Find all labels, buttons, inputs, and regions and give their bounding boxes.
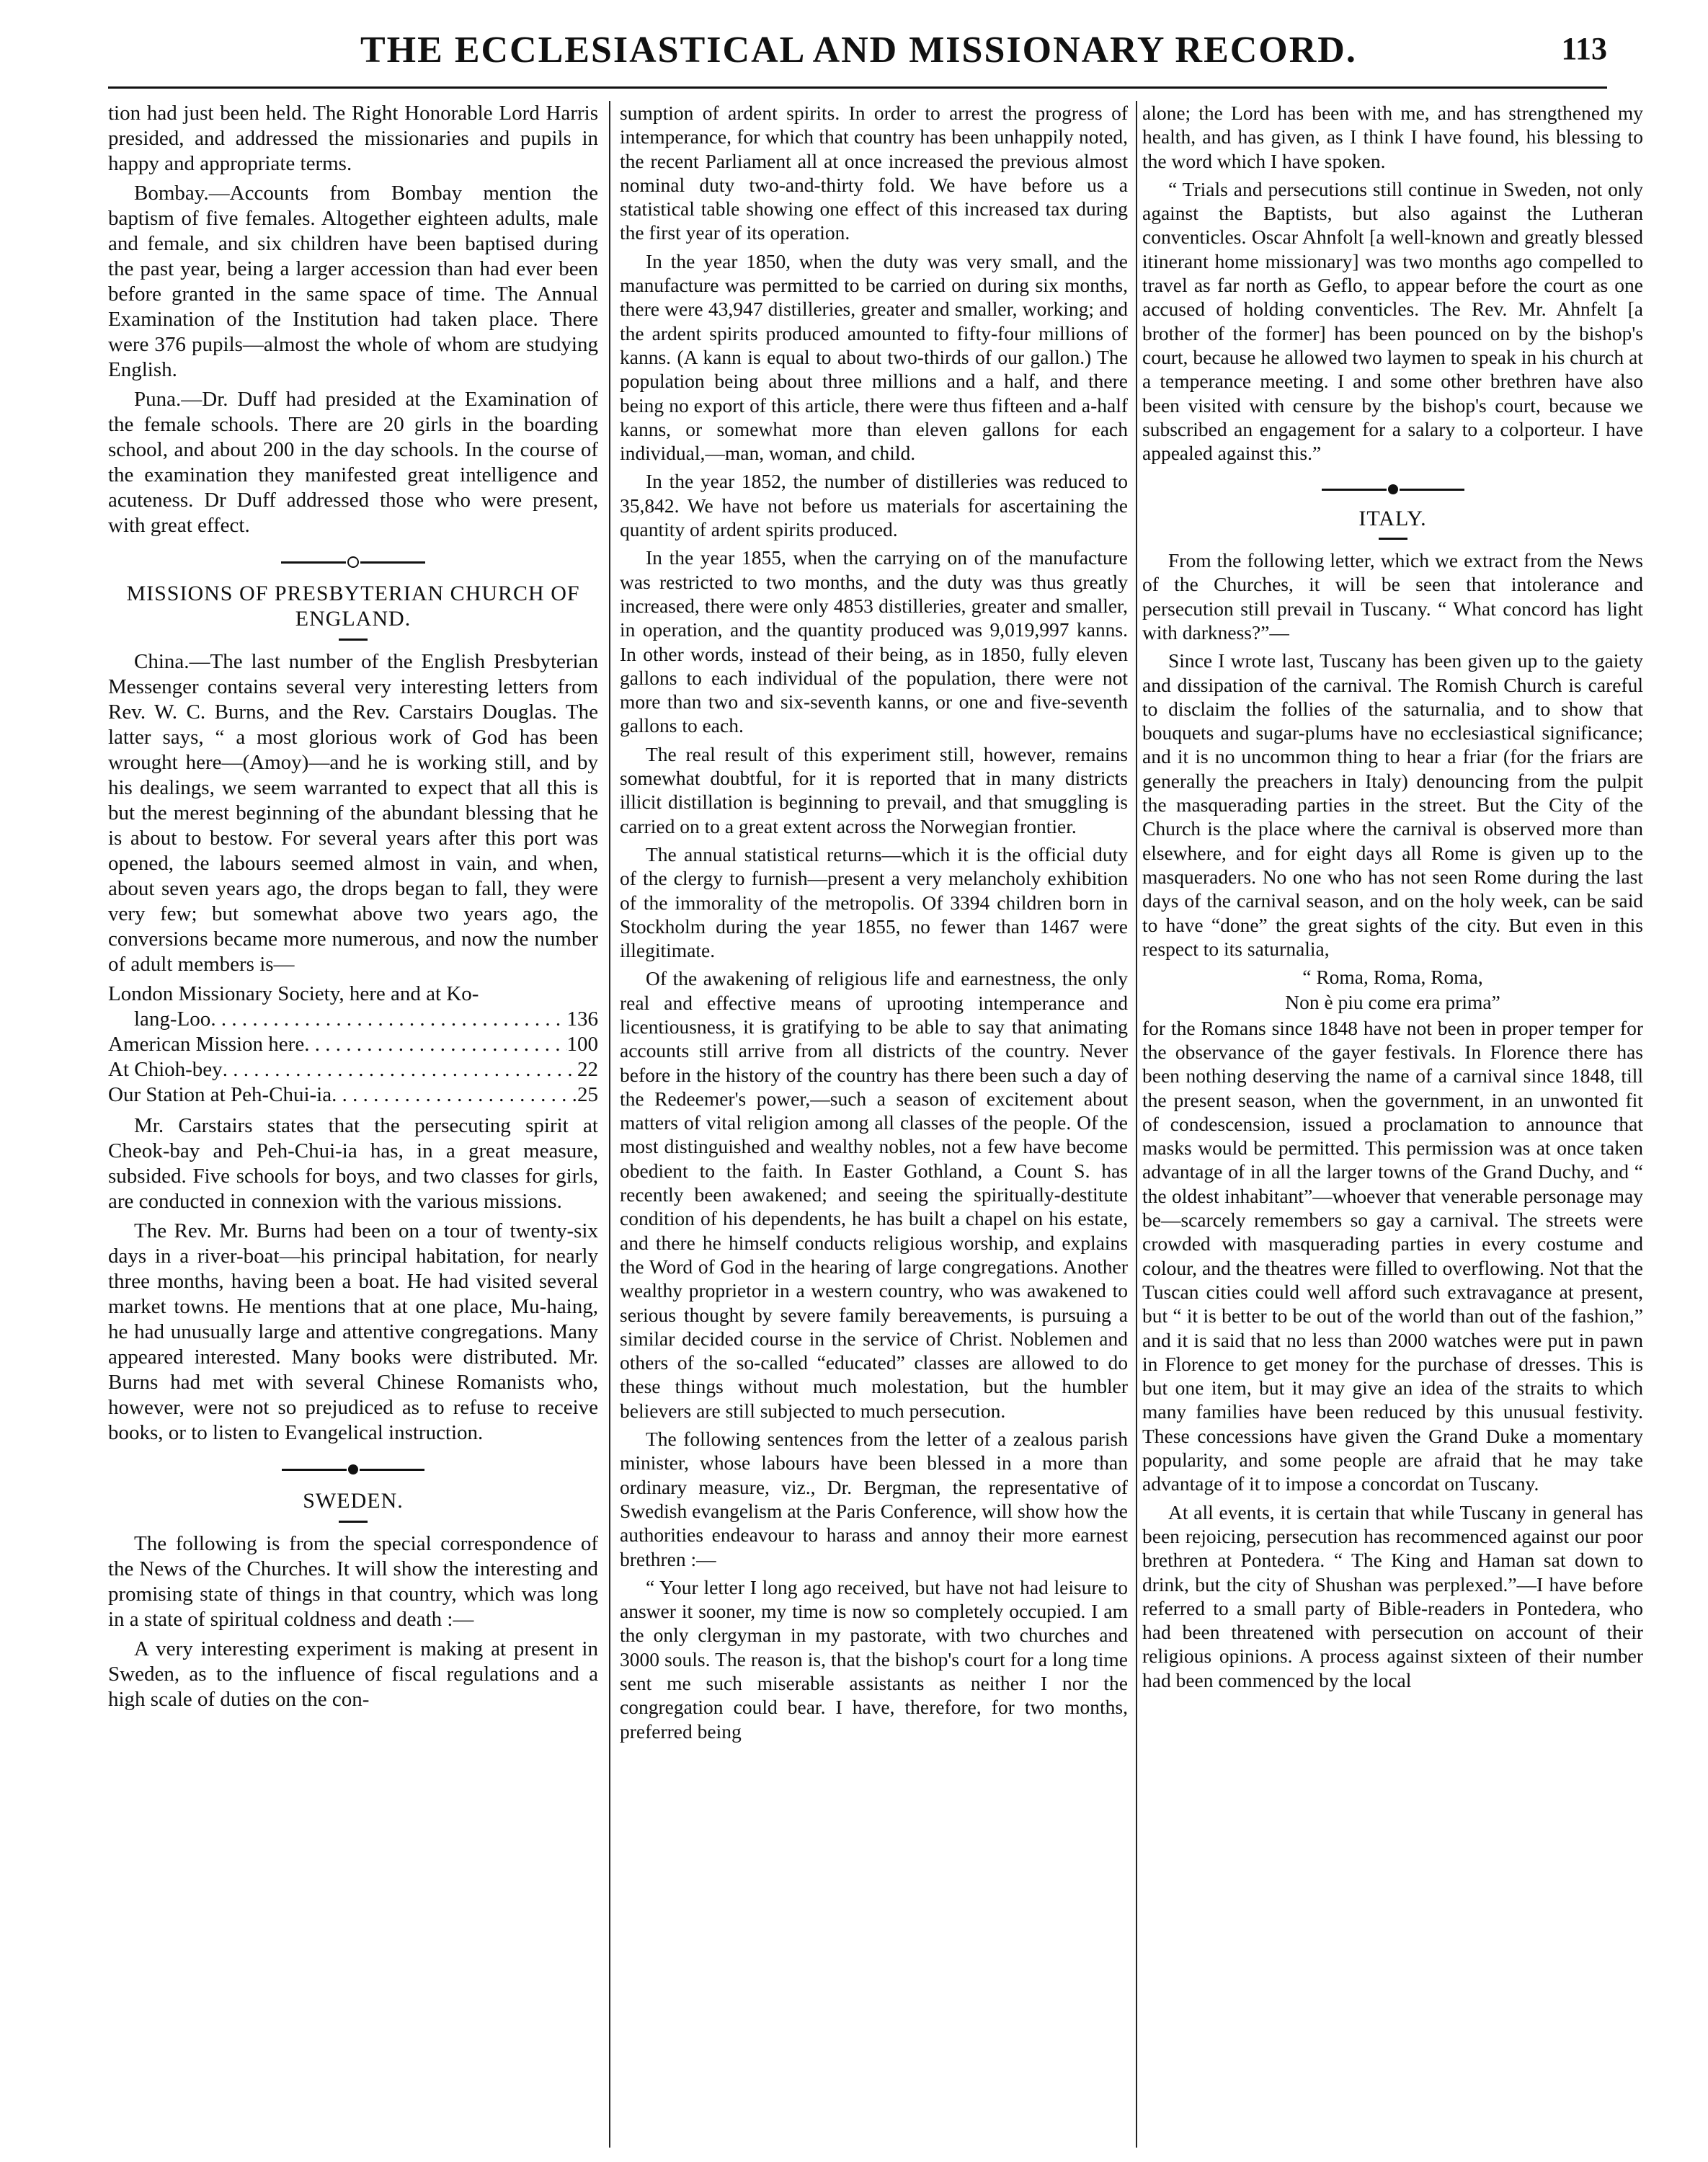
paragraph: sumption of ardent spirits. In order to arrest the progress of intemperance, for which that country has been unhappily noted, the recent Parliament all at once increased the previous almost nominal duty two-and-thirty fold. We have before us a statistical table showing one effect of this increased tax during the first year of its operation. bbox=[620, 102, 1128, 244]
verse-line: Non è piu come era prima” bbox=[1285, 991, 1500, 1014]
running-header bbox=[108, 29, 1607, 89]
column-rule bbox=[609, 101, 610, 2148]
heading-rule bbox=[1379, 538, 1407, 540]
stat-value: 25 bbox=[577, 1083, 598, 1106]
section-heading-italy: ITALY. bbox=[1358, 506, 1427, 530]
paragraph: A very interesting experiment is making at present in Sweden, as to the influence of fiscal regulations and a high scale of duties on the con- bbox=[108, 1637, 598, 1711]
paragraph: Mr. Carstairs states that the persecuting spirit at Cheok-bay and Peh-Chui-ia has, in a great measure, subsided. Five schools for boys, and two classes for girls, are conducted in connexion with the various missions. bbox=[108, 1114, 598, 1213]
heading-rule bbox=[339, 639, 368, 641]
paragraph-letter: “ Your letter I long ago received, but have not had leisure to answer it sooner, my time is now so completely occupied. I am the only clergyman in my pastorate, with two churches and 3000 souls. The reason is, that the bishop's court for a long time sent me such miserable assistants as neither I nor the congregation could bear. I have, therefore, for two months, preferred being bbox=[620, 1575, 1128, 1743]
stat-row bbox=[108, 982, 598, 1007]
column-rule bbox=[1136, 101, 1137, 2148]
heading-rule bbox=[339, 1521, 368, 1523]
page-number: 113 bbox=[1561, 31, 1607, 66]
paragraph-puna: Puna.—Dr. Duff had presided at the Examination of the female schools. There are 20 girls in the boarding school, and about 200 in the day schools. In the course of the examination they manifested great intelligence and acuteness. Dr Duff addressed those who were present, with great effect. bbox=[108, 388, 598, 537]
member-statistics bbox=[108, 982, 598, 1108]
verse-line: “ Roma, Roma, Roma, bbox=[1302, 966, 1483, 989]
paragraph: The Rev. Mr. Burns had been on a tour of twenty-six days in a river-boat—his principal habitation, for nearly three months, having been a boat. He had visited several market towns. He mentions that at one place, Mu-haing, he had unusually large and attentive congregations. Many appeared interested. Many books were distributed. Mr. Burns had met with several Chinese Romanists who, however, were not so prejudiced as to refuse to receive books, or to listen to Evangelical instruction. bbox=[108, 1219, 598, 1444]
stat-row bbox=[108, 1007, 598, 1032]
stat-label: At Chioh-bey bbox=[108, 1058, 223, 1081]
paragraph: In the year 1855, when the carrying on of the manufacture was restricted to two months, and the duty was thus greatly increased, there were only 4853 distilleries, greater and smaller, in operation, and the quantity produced was 9,019,997 kanns. In other words, instead of their being, as in 1850, fully eleven gallons to each individual of the population, there were not more than two and six-seventh kanns, or one and five-seventh gallons to each. bbox=[620, 546, 1128, 737]
stat-row bbox=[108, 1057, 598, 1082]
section-divider bbox=[108, 1456, 598, 1481]
paragraph-china: China.—The last number of the English Presbyterian Messenger contains several very interesting letters from Rev. W. C. Burns, and the Rev. Carstairs Douglas. The latter says, “ a most glorious work of God has been wrought here—(Amoy)—and he is working still, and by his dealings, we seem warranted to expect that all this is but the merest beginning of the abundant blessing that he is about to bestow. For several years after this port was opened, the labours seemed almost in vain, and when, about seven years ago, the drops began to fall, they were very few; but somewhat above two years ago, the conversions became more numerous, and now the number of adult members is— bbox=[108, 650, 598, 976]
paragraph: Since I wrote last, Tuscany has been given up to the gaiety and dissipation of the carnival. The Romish Church is careful to disclaim the follies of the saturnalia, and to show that bouquets and sugar-plums have no ecclesiastical significance; and it is no uncommon thing to hear a friar (for the friars are generally the preachers in Italy) denouncing from the pulpit the masquerading parties in the street. But the City of the Church is the place where the carnival is observed more than elsewhere, and for eight days all Rome is given up to the masqueraders. No one who has not seen Rome during the last days of the carnival season, and on the holy week, can be said to have “done” the great sights of the city. But even in this respect to its saturnalia, bbox=[1142, 649, 1643, 960]
section-divider bbox=[108, 548, 598, 574]
paragraph: The real result of this experiment still, however, remains somewhat doubtful, for it is reported that in many districts illicit distillation is beginning to prevail, and that smuggling is carried on to a great extent across the Norwegian frontier. bbox=[620, 742, 1128, 837]
paragraph: The following sentences from the letter of a zealous parish minister, whose labours have been blessed in a more than ordinary measure, viz., Dr. Bergman, the representative of Swedish evangelism at the Paris Conference, will show how the authorities endeavour to harass and annoy their more earnest brethren :— bbox=[620, 1428, 1128, 1570]
paragraph: Of the awakening of religious life and earnestness, the only real and effective means of uprooting intemperance and licentiousness, it is gratifying to be able to say that animating accounts still arrive from all districts of the country. Never before in the history of the country has there been such a day of the Redeemer's power,—such a season of excitement about matters of vital religion among all classes of the people. Of the most distinguished and wealthy nobles, not a few have become obedient to the faith. In Easter Gothland, a Count S. has recently been awakened; and seeing the spiritually-destitute condition of his dependents, he has built a chapel on his estate, and there he himself conducts religious worship, and explains the Word of God in the hearing of large congregations. Another wealthy proprietor in a western country, who was awakened to serious thought by severe family bereavements, is pursuing a similar decided course in the service of Christ. Noblemen and others of the so-called “educated” classes are allowed to do these things without much molestation, but the humbler believers are still subjected to much persecution. bbox=[620, 967, 1128, 1422]
paragraph: In the year 1852, the number of distilleries was reduced to 35,842. We have not before us materials for ascertaining the quantity of ardent spirits produced. bbox=[620, 470, 1128, 541]
stat-label: American Mission here bbox=[108, 1033, 305, 1056]
stat-value: 100 bbox=[566, 1033, 598, 1056]
paragraph: The following is from the special correspondence of the News of the Churches. It will show the interesting and promising state of things in that country, which was long in a state of spiritual coldness and death :— bbox=[108, 1532, 598, 1631]
paragraph-bombay: Bombay.—Accounts from Bombay mention the baptism of five females. Altogether eighteen adults, male and female, and six children have been baptised during the past year, being a larger accession than had ever been before granted in the same space of time. The Annual Examination of the Institution had taken place. There were 376 pupils—almost the whole of whom are studying English. bbox=[108, 182, 598, 381]
section-heading-missions: MISSIONS OF PRESBYTERIAN CHURCH OF ENGLAND. bbox=[126, 582, 580, 631]
paragraph: “ Trials and persecutions still continue in Sweden, not only against the Baptists, but also against the Lutheran conventicles. Oscar Ahnfolt [a well-known and greatly blessed itinerant home missionary] was two months ago compelled to travel as far north as Geflo, to appear before the court as one accused of holding conventicles. The Rev. Mr. Ahnfelt [a brother of the former] has been pounced on by the bishop's court, because he allowed two laymen to speak in his church at a temperance meeting. I and some other brethren have also been visited with censure by the bishop's court, because we subscribed an engagement for a salary to a colporteur. I have appealed against this.” bbox=[1142, 177, 1643, 465]
paragraph: alone; the Lord has been with me, and has strengthened my health, and has given, as I think I have found, his blessing to the word which I have spoken. bbox=[1142, 102, 1643, 172]
section-divider bbox=[1142, 475, 1643, 499]
stat-value: 22 bbox=[577, 1058, 598, 1081]
paragraph: The annual statistical returns—which it is the official duty of the clergy to furnish—present a very melancholy exhibition of the immorality of the metropolis. Of 3394 children born in Stockholm during the year 1855, no fewer than 1467 were illegitimate. bbox=[620, 842, 1128, 962]
section-heading-sweden: SWEDEN. bbox=[303, 1489, 404, 1513]
running-title: THE ECCLESIASTICAL AND MISSIONARY RECORD. bbox=[360, 30, 1357, 71]
stat-row bbox=[108, 1082, 598, 1108]
paragraph: In the year 1850, when the duty was very small, and the manufacture was permitted to be carried on during six months, there were 43,947 distilleries, greater and smaller, working; and the ardent spirits produced amounted to fifty-four millions of kanns. (A kann is equal to about two-thirds of our gallon.) The population being about three millions and a half, and there being no export of this article, there were thus fifteen and a-half kanns, or somewhat more than eleven gallons for each individual,—man, woman, and child. bbox=[620, 249, 1128, 465]
paragraph: for the Romans since 1848 have not been in proper temper for the observance of the gayer festivals. In Florence there has been nothing deserving the name of a carnival since 1848, till the present season, when the government, in an unwonted fit of condescension, issued a proclamation to announce that masks would be permitted. This permission was at once taken advantage of in all the larger towns of the Grand Duchy, and “ the oldest inhabitant”—whoever that venerable personage may be—scarcely remembers so gay a carnival. The streets were crowded with masquerading parties in every costume and colour, and the theatres were filled to overflowing. Not that the Tuscan cities could well afford such extravagance at present, but “ it is better to be out of the world than out of the fashion,” and it is said that no less than 2000 watches were put in pawn in Florence to get money for the purchase of dresses. This is but one item, but it may give an idea of the straits to which many families have been reduced by this unusual festivity. These concessions have given the Grand Duke a momentary popularity, and some people are afraid that he may take advantage of it to impose a concordat on Tuscany. bbox=[1142, 1016, 1643, 1495]
column-3 bbox=[1142, 101, 1643, 2148]
stat-label: London Missionary Society, here and at Ko- bbox=[108, 982, 479, 1005]
paragraph: From the following letter, which we extract from the News of the Churches, it will be seen that intolerance and persecution still prevail in Tuscany. “ What concord has light with darkness?”— bbox=[1142, 549, 1643, 644]
stat-label: lang-Loo bbox=[134, 1007, 211, 1031]
stat-row bbox=[108, 1032, 598, 1057]
stat-value: 136 bbox=[566, 1007, 598, 1031]
column-2 bbox=[620, 101, 1128, 2148]
column-1 bbox=[108, 101, 598, 2148]
paragraph: At all events, it is certain that while Tuscany in general has been rejoicing, persecution has recommenced against our poor brethren at Pontedera. “ The King and Haman sat down to drink, but the city of Shushan was perplexed.”—I have before referred to a small party of Bible-readers in Pontedera, who had been threatened with persecution on account of their religious opinions. A process against sixteen of their number had been commenced by the local bbox=[1142, 1500, 1643, 1691]
stat-label: Our Station at Peh-Chui-ia bbox=[108, 1083, 332, 1106]
paragraph: tion had just been held. The Right Honorable Lord Harris presided, and addressed the missionaries and pupils in happy and appropriate terms. bbox=[108, 102, 598, 175]
